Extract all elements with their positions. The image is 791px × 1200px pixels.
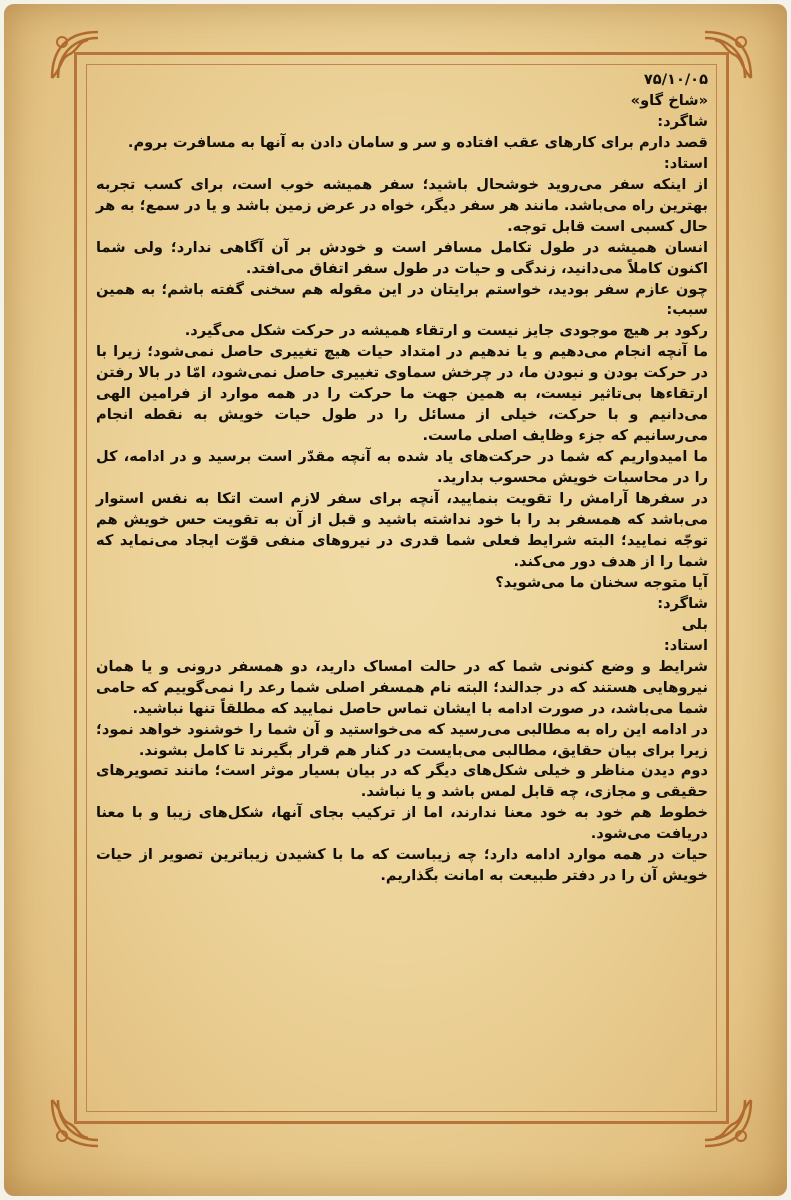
paragraph: شاگرد: [657, 594, 708, 612]
paragraph: حیات در همه موارد ادامه دارد؛ چه زیباست که ما با کشیدن زیباترین تصویر از حیات خویش آن را در دفتر طبیعت به امانت بگذاریم. [96, 846, 708, 885]
document-title: «شاخ گاو» [630, 91, 708, 109]
paragraph: آیا متوجه سخنان ما می‌شوید؟ [495, 573, 708, 591]
paragraph: استاد: [663, 154, 708, 172]
ornament-corner-icon [48, 1096, 102, 1150]
paragraph: خطوط هم خود به خود معنا ندارند، اما از ترکیب بجای آنها، شکل‌های زیبا و با معنا دریافت می‌شود. [96, 804, 708, 843]
paragraph: در سفرها آرامش را تقویت بنمایید، آنچه برای سفر لازم است اتکا به نفس استوار می‌باشد که همسفر بد را با خود نداشته باشید و قبل از آن به تقویت حس خویش هم توجّه نمایید؛ البته شرایط فعلی شما قدری در نیروهای منفی قوّت ایجاد می‌نماید که شما را از هدف دور می‌کند. [96, 490, 708, 570]
paragraph: قصد دارم برای کارهای عقب افتاده و سر و سامان دادن به آنها به مسافرت بروم. [127, 133, 708, 151]
paragraph: شرایط و وضع کنونی شما که در حالت امساک دارید، دو همسفر درونی و یا همان نیروهایی هستند که در جدالند؛ البته نام همسفر اصلی شما رعد را نمی‌گوییم که حامی شما می‌باشد، در صورت ادامه با ایشان تماس حاصل نمایید که مطلقاً تنها نباشید. [96, 657, 708, 717]
paragraph: رکود بر هیچ موجودی جایز نیست و ارتقاء همیشه در حرکت شکل می‌گیرد. [184, 322, 708, 340]
paragraph: در ادامه این راه به مطالبی می‌رسید که می‌خواستید و آن شما را خوشنود خواهد نمود؛ زیرا برای بیان حقایق، مطالبی می‌بایست در کنار هم قرار بگیرند تا کامل بشوند. [96, 720, 708, 759]
ornament-corner-icon [701, 1096, 755, 1150]
paragraph: استاد: [663, 636, 708, 654]
paragraph: چون عازم سفر بودید، خواستم برایتان در این مقوله هم سخنی گفته باشم؛ به همین سبب: [96, 280, 708, 319]
paragraph: بلی [681, 615, 708, 633]
paragraph: دوم دیدن مناظر و خیلی شکل‌های دیگر که در بیان بسیار موثر است؛ مانند تصویرهای حقیقی و مجازی، چه قابل لمس باشد و یا نباشد. [96, 762, 708, 801]
paragraph: ما آنچه انجام می‌دهیم و یا ندهیم در امتداد حیات هیچ تغییری حاصل نمی‌شود؛ زیرا با در حرکت بودن و نبودن ما، در چرخش سماوی تغییری حاصل نمی‌شود، امّا در بالا رفتن ارتقاءها بی‌تاثیر نیست، به همین جهت ما حرکت را در همه موارد از فرامین الهی می‌دانیم و با حرکت، خیلی از مسائل را در طول حیات خویش به نقطه انجام می‌رسانیم که جزء وظایف اصلی ماست. [96, 343, 708, 445]
paper-card [4, 4, 787, 1196]
paragraph: شاگرد: [657, 112, 708, 130]
document-body [96, 70, 708, 887]
paragraph: ما امیدواریم که شما در حرکت‌های یاد شده به آنچه مقدّر است برسید و در ادامه، کل را در محاسبات خویش محسوب بدارید. [96, 448, 708, 487]
ornament-corner-icon [701, 28, 755, 82]
document-date: ۷۵/۱۰/۰۵ [643, 71, 708, 88]
paragraph: از اینکه سفر می‌روید خوشحال باشید؛ سفر همیشه خوب است، برای کسب تجربه بهترین راه می‌باشد. مانند هر سفر دیگر، خواه در عرض زمین باشد و یا در سمع؛ به هر حال کسبی است قابل توجه. [96, 175, 708, 235]
paragraph: انسان همیشه در طول تکامل مسافر است و خودش بر آن آگاهی ندارد؛ ولی شما اکنون کاملاً می‌دانید، زندگی و حیات در طول سفر اتفاق می‌افتد. [96, 238, 708, 277]
ornament-corner-icon [48, 28, 102, 82]
